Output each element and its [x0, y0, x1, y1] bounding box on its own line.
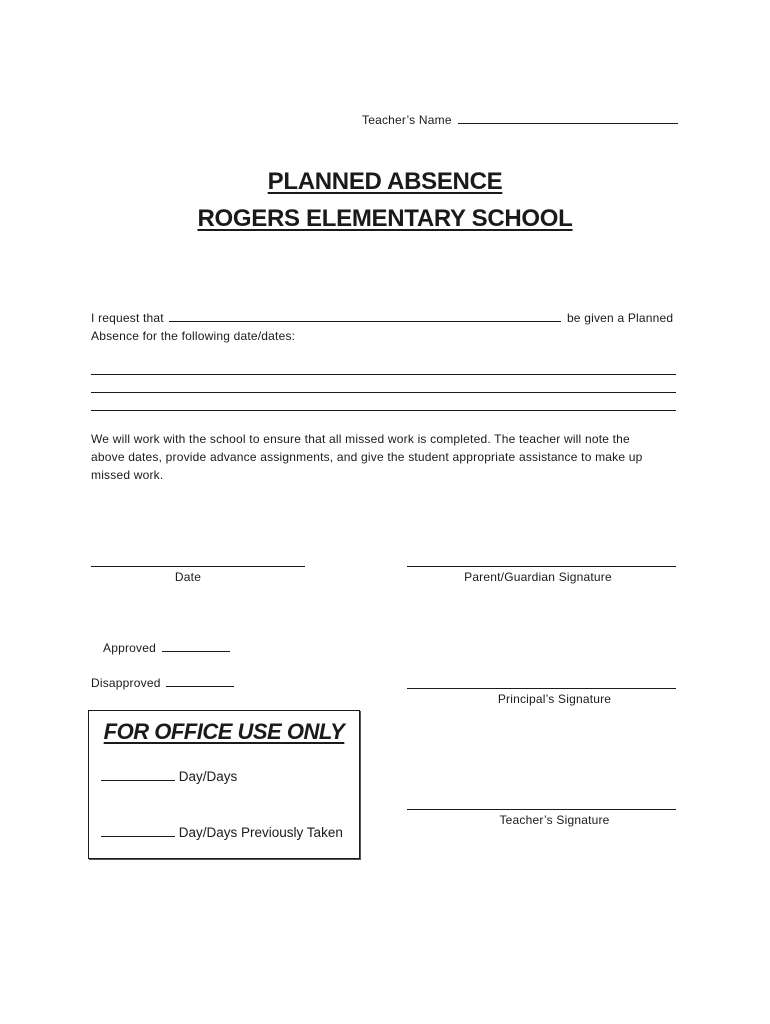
teacher-signature-label: Teacher’s Signature	[499, 813, 610, 827]
date-label: Date	[174, 570, 202, 584]
office-days-prev-row	[101, 823, 343, 840]
office-use-title: FOR OFFICE USE ONLY	[103, 719, 345, 744]
principal-signature-label: Principal’s Signature	[497, 692, 612, 706]
office-days-label: Day/Days	[178, 769, 238, 784]
date-line[interactable]	[91, 566, 305, 567]
disapproved-field[interactable]	[166, 675, 234, 687]
dates-line-2[interactable]	[91, 392, 676, 393]
approved-field[interactable]	[162, 640, 230, 652]
office-days-prev-label: Day/Days Previously Taken	[178, 825, 343, 840]
teacher-signature-line[interactable]	[407, 809, 676, 810]
teacher-name-row	[362, 112, 678, 127]
student-name-field[interactable]	[169, 310, 561, 322]
teacher-name-field[interactable]	[458, 112, 678, 124]
teacher-name-label: Teacher’s Name	[362, 113, 452, 127]
dates-line-1[interactable]	[91, 374, 676, 375]
office-days-prev-field[interactable]	[101, 823, 175, 837]
approved-label: Approved	[103, 641, 156, 655]
parent-signature-line[interactable]	[407, 566, 676, 567]
dates-line-3[interactable]	[91, 410, 676, 411]
request-line-2: Absence for the following date/dates:	[91, 329, 296, 343]
school-name: ROGERS ELEMENTARY SCHOOL	[197, 205, 573, 232]
principal-signature-line[interactable]	[407, 688, 676, 689]
commitment-text: We will work with the school to ensure that all missed work is completed. The teacher will note the above dates, provide advance assignments, and give the student appropriate assistance to make up missed work.	[91, 432, 643, 482]
form-title: PLANNED ABSENCE	[267, 168, 503, 195]
approved-row	[103, 640, 230, 655]
request-line-1	[91, 309, 681, 327]
disapproved-row	[91, 675, 234, 690]
office-days-field[interactable]	[101, 767, 175, 781]
office-days-row	[101, 767, 237, 784]
request-suffix: be given a Planned	[566, 311, 674, 325]
office-use-box	[88, 710, 360, 859]
disapproved-label: Disapproved	[91, 676, 161, 690]
request-prefix: I request that	[91, 311, 164, 325]
parent-signature-label: Parent/Guardian Signature	[464, 570, 612, 584]
